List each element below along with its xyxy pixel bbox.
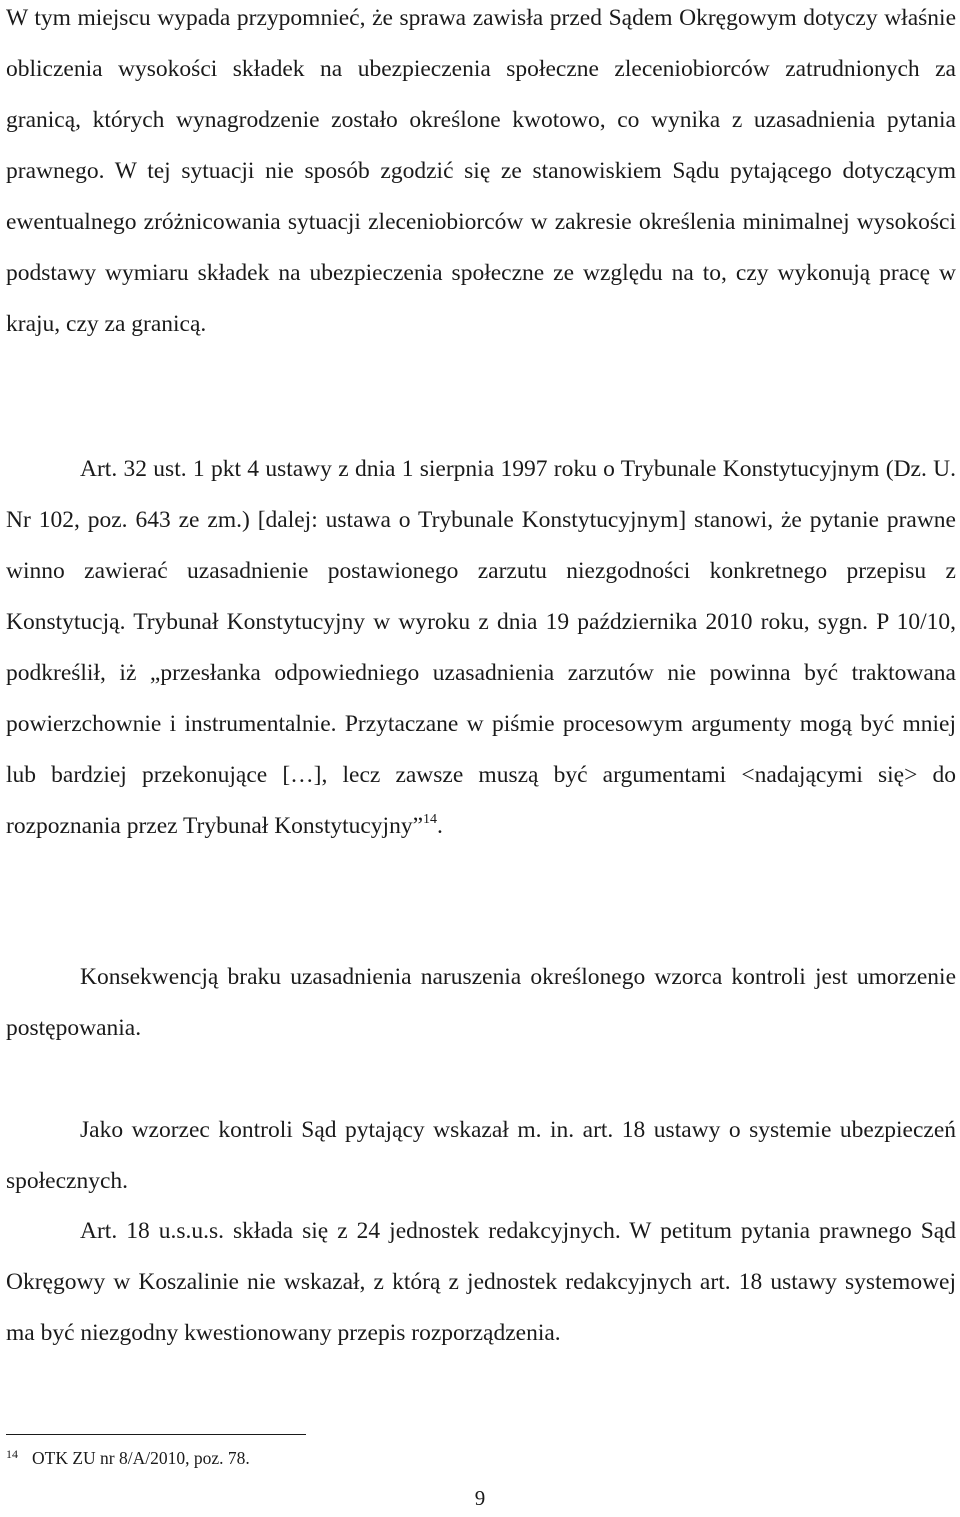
footnote-separator (6, 1434, 306, 1435)
paragraph-1-text: W tym miejscu wypada przypomnieć, że sprawa zawisła przed Sądem Okręgowym dotyczy właśnie obliczenia wysokości składek na ubezpieczenia społeczne zleceniobiorców zatrudnionych za granicą, których wynagrodzenie zostało określone kwotowo, co wynika z uzasadnienia pytania prawnego. W tej sytuacji nie sposób zgodzić się ze stanowiskiem Sądu pytającego dotyczącym ewentualnego zróżnicowania sytuacji zleceniobiorców w zakresie określenia minimalnej wysokości podstawy wymiaru składek na ubezpieczenia społeczne ze względu na to, czy wykonują pracę w kraju, czy za granicą. (6, 5, 956, 337)
paragraph-2 (6, 444, 956, 852)
paragraph-2-text: Art. 32 ust. 1 pkt 4 ustawy z dnia 1 sierpnia 1997 roku o Trybunale Konstytucyjnym (Dz. U. Nr 102, poz. 643 ze zm.) [dalej: ustawa o Trybunale Konstytucyjnym] stanowi, że pytanie prawne winno zawierać uzasadnienie postawionego zarzutu niezgodności konkretnego przepisu z Konstytucją. Trybunał Konstytucyjny w wyroku z dnia 19 października 2010 roku, sygn. P 10/10, podkreślił, iż „przesłanka odpowiedniego uzasadnienia zarzutów nie powinna być traktowana powierzchownie i instrumentalnie. Przytaczane w piśmie procesowym argumenty mogą być mniej lub bardziej przekonujące […], lecz zawsze muszą być argumentami <nadającymi się> do rozpoznania przez Trybunał Konstytucyjny” (6, 456, 956, 839)
paragraph-4 (6, 1105, 956, 1207)
paragraph-2-end: . (437, 813, 443, 839)
paragraph-5 (6, 1206, 956, 1359)
paragraph-4-text: Jako wzorzec kontroli Sąd pytający wskazał m. in. art. 18 ustawy o systemie ubezpieczeń społecznych. (6, 1117, 956, 1194)
footnote-number: 14 (6, 1447, 18, 1461)
paragraph-3 (6, 952, 956, 1054)
paragraph-1 (6, 0, 956, 350)
page-number: 9 (474, 1486, 486, 1510)
footnote-reference[interactable]: 14 (423, 812, 438, 827)
paragraph-3-text: Konsekwencją braku uzasadnienia naruszenia określonego wzorca kontroli jest umorzenie postępowania. (6, 964, 956, 1041)
footnote (6, 1446, 906, 1472)
footnote-text: OTK ZU nr 8/A/2010, poz. 78. (32, 1448, 250, 1468)
paragraph-5-text: Art. 18 u.s.u.s. składa się z 24 jednostek redakcyjnych. W petitum pytania prawnego Sąd Okręgowy w Koszalinie nie wskazał, z którą z jednostek redakcyjnych art. 18 ustawy systemowej ma być niezgodny kwestionowany przepis rozporządzenia. (6, 1218, 956, 1346)
